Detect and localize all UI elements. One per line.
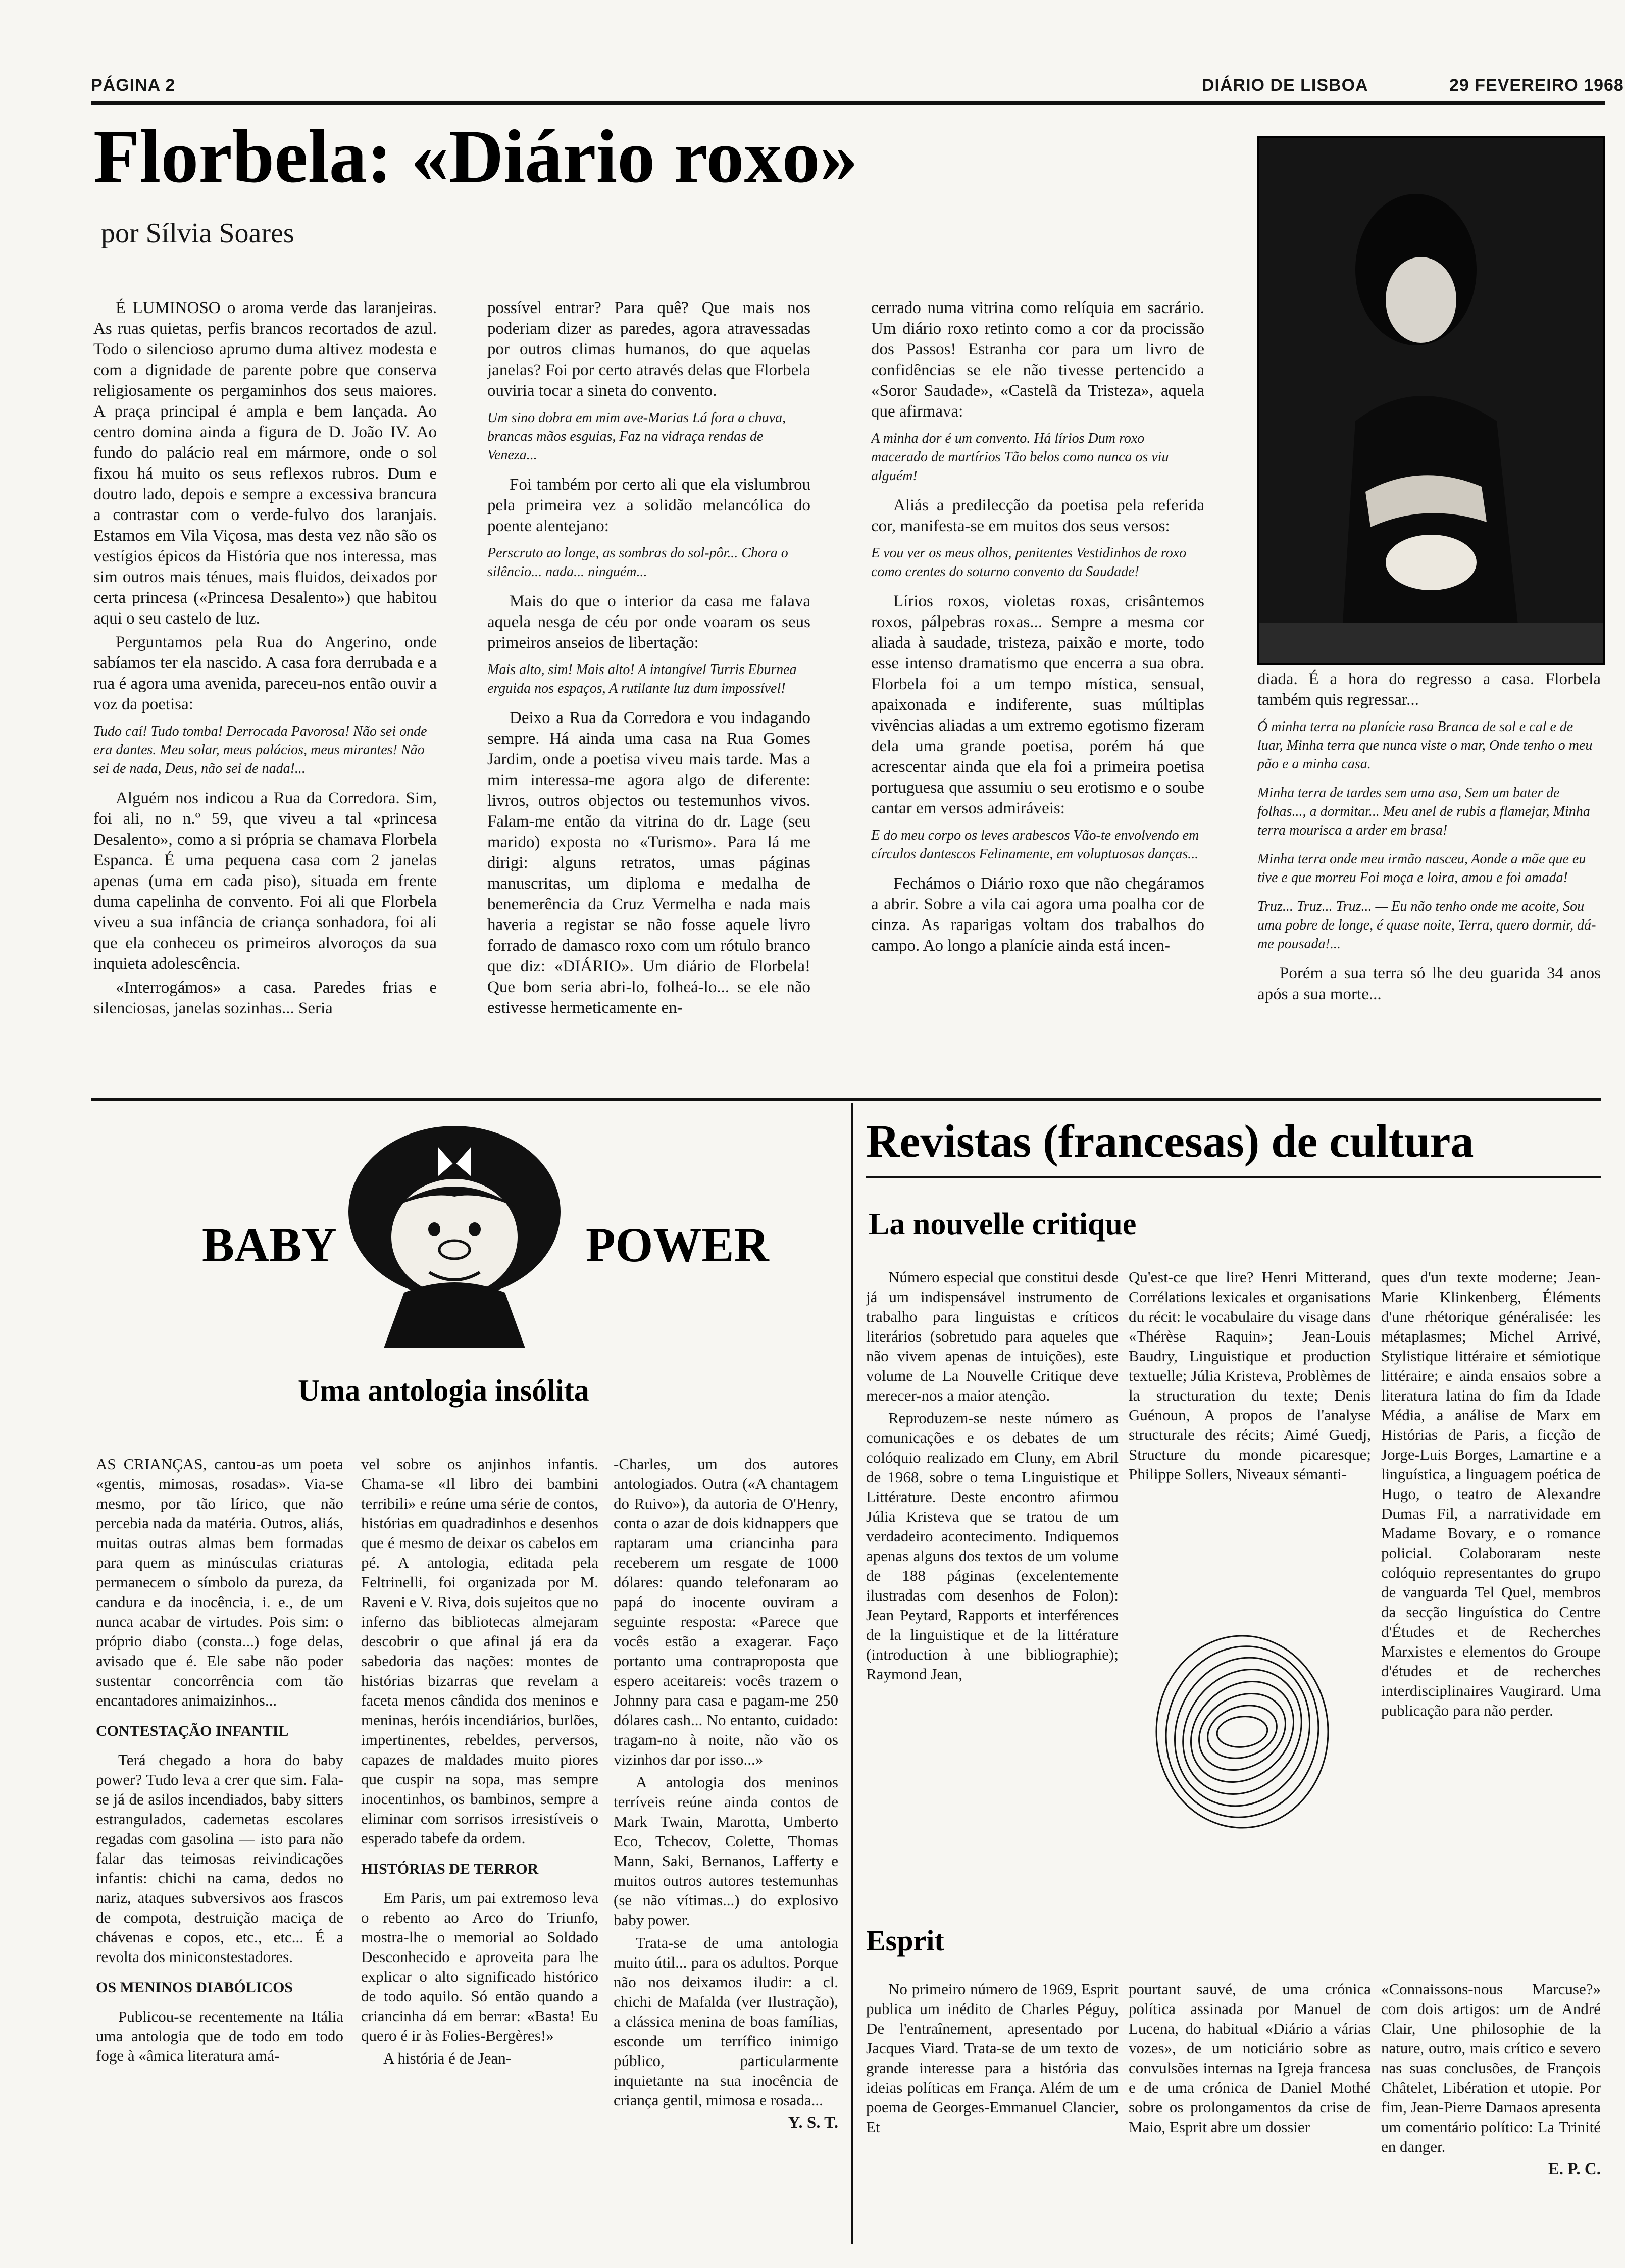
article2-column-2 (361, 1454, 598, 2242)
section-heading: OS MENINOS DIABÓLICOS (96, 1979, 293, 1996)
esprit-column-1 (866, 1979, 1119, 2242)
paragraph: possível entrar? Para quê? Que mais nos poderiam dizer as paredes, agora atravessadas por outros climas humanos, do que aquelas janelas? Foi por certo através delas que Florbela ouviria tocar a sineta do convento. (487, 299, 810, 400)
section-divider (91, 1098, 1601, 1101)
article-byline: por Sílvia Soares (101, 218, 294, 249)
poem-excerpt: Minha terra de tardes sem uma asa, Sem um bater de folhas..., a dormitar... Meu anel de rubis a flamejar, Minha terra mourisca a arder em brasa! (1257, 785, 1590, 838)
paragraph: Porém a sua terra só lhe deu guarida 34 anos após a sua morte... (1257, 964, 1601, 1003)
article2-column-3 (614, 1454, 838, 2242)
article1-column-1 (93, 298, 437, 1091)
header-rule (91, 101, 1605, 105)
article1-column-2 (487, 298, 810, 1091)
article2-title: Uma antologia insólita (298, 1374, 589, 1407)
poem-excerpt: Ó minha terra na planície rasa Branca de sol e cal e de luar, Minha terra que nunca viste o mar, Onde tenho o meu pão e a minha casa. (1257, 719, 1593, 772)
esprit-column-2 (1129, 1979, 1371, 2242)
article1-column-3 (871, 298, 1204, 1091)
paragraph: Deixo a Rua da Corredora e vou indagando sempre. Há ainda uma casa na Rua Gomes Jardim, onde a poetisa viveu mais tarde. Mas a mim interessa-me agora algo de diferente: livros, outros objectos ou testemunhos vivos. Falam-me então da vitrina do dr. Lage (seu marido) exposta no «Turismo». Para lá me dirigi: alguns retratos, umas páginas manuscritas, um diploma e medalha de benemerência da Cruz Vermelha e nada mais haveria a registar se não fosse aquele livro forrado de damasco roxo com um rótulo branco que diz: «DIÁRIO». Um diário de Florbela! Que bom seria abri-lo, folheá-lo... se ele não estivesse hermeticamente en- (487, 709, 810, 1017)
poem-excerpt: E vou ver os meus olhos, penitentes Vestidinhos de roxo como crentes do soturno convento da Saudade! (871, 545, 1187, 580)
article3-column-2 (1129, 1267, 1371, 1621)
page-label: PÁGINA 2 (91, 76, 176, 95)
issue-date: 29 FEVEREIRO 1968 (1449, 76, 1624, 95)
paragraph: Trata-se de uma antologia muito útil... para os adultos. Porque não nos deixamos iludir: a cl. chichi de Mafalda (ver Ilustração), a clássica menina de boas famílias, esconde um terrífico inimigo público, particularmente inquietante na sua inocência de criança gentil, mimosa e rosada... (614, 1934, 838, 2109)
paragraph: Aliás a predilecção da poetisa pela referida cor, manifesta-se em muitos dos seus versos: (871, 496, 1204, 535)
article2-column-1 (96, 1454, 343, 2242)
paragraph: AS CRIANÇAS, cantou-as um poeta «gentis, mimosas, rosadas». Via-se mesmo, por tão lírico, que não percebia nada da matéria. Outros, aliás, muitas outras almas bem formadas para quem as minúsculas criaturas permanecem o símbolo da pureza, da candura e da inocência, i. e., de um nunca acabar de virtudes. Pois sim: o próprio diabo (consta...) foge delas, avisado que é. Ele sabe não poder sustentar concorrência com tão encantadores animaizinhos... (96, 1455, 343, 1709)
mafalda-illustration (328, 1121, 581, 1348)
paragraph: No primeiro número de 1969, Esprit publica um inédito de Charles Péguy, De l'entraînement, apresentado por Jacques Viard. Trata-se de um texto de grande interesse para a história das ideias políticas em França. Além de um poema de Georges-Emmanuel Clancier, Et (866, 1980, 1119, 2136)
mafalda-drawing (328, 1121, 581, 1348)
poem-excerpt: Tudo caí! Tudo tomba! Derrocada Pavorosa! Não sei onde era dantes. Meu solar, meus palácios, meus mirantes! Não sei de nada, Deus, não sei de nada!... (93, 724, 427, 777)
section-heading: HISTÓRIAS DE TERROR (361, 1861, 539, 1877)
article3-column-1 (866, 1267, 1119, 1898)
paragraph: Fechámos o Diário roxo que não chegáramos a abrir. Sobre a vila cai agora uma poalha cor de cinza. As raparigas voltam dos trabalhos do campo. Ao longo a planície ainda está incen- (871, 874, 1204, 955)
paragraph: A história é de Jean- (383, 2049, 512, 2067)
poem-excerpt: Truz... Truz... Truz... — Eu não tenho onde me acoite, Sou uma pobre de longe, é quase noite, Terra, quero dormir, dá-me pousada!... (1257, 899, 1596, 952)
column-divider (851, 1103, 853, 2244)
paragraph: Foi também por certo ali que ela vislumbrou pela primeira vez a solidão melancólica do poente alentejano: (487, 476, 810, 535)
spiral-illustration (1141, 1626, 1343, 1838)
paragraph: diada. É a hora do regresso a casa. Florbela também quis regressar... (1257, 670, 1601, 709)
paragraph: ques d'un texte moderne; Jean-Marie Klinkenberg, Éléments d'une rhétorique généralisée: les métaplasmes; Michel Arrivé, Stylistique littéraire et sémiotique littéraire; e ainda ensaios sobre a literatura latina do fim da Idade Média, a análise de Marx em Histórias de Paris, a ficção de Jorge-Luis Borges, Lamartine e a linguística, a linguagem poética de Hugo, o teatro de Alexandre Dumas Fil, a narratividade em Madame Bovary, e o romance policial. Colaboraram neste colóquio representantes do grupo de vanguarda Tel Quel, membros da secção linguística do Centre d'Études et de Recherches Marxistes e elementos do Groupe d'études et de recherches interdisciplinaires Vaugirard. Uma publicação para não perder. (1381, 1268, 1601, 1719)
esprit-heading: Esprit (866, 1924, 944, 1957)
poem-excerpt: E do meu corpo os leves arabescos Vão-te envolvendo em círculos dantescos Felinamente, em voluptuosas danças... (871, 828, 1199, 862)
paragraph: Qu'est-ce que lire? Henri Mitterand, Corrélations lexicales et organisations du récit: le vocabulaire du visage dans «Thérèse Raquin»; Jean-Louis Baudry, Linguistique et production textuelle; Júlia Kristeva, Problèmes de la structuration du texte; Denis Guénoun, A propos de l'analyse structurale des récits; Aimé Guedj, Structure du monde picaresque; Philippe Sollers, Niveaux sémanti- (1129, 1268, 1371, 1483)
paragraph: Mais do que o interior da casa me falava aquela nesga de céu por onde voaram os seus primeiros anseios de libertação: (487, 592, 810, 652)
article3-title: Revistas (francesas) de cultura (866, 1115, 1474, 1167)
paragraph: cerrado numa vitrina como relíquia em sacrário. Um diário roxo retinto como a cor da procissão dos Passos! Estranha cor para um livro de confidências se ele não tivesse pertencido a «Soror Saudade», «Castelã da Tristeza», aquela que afirmava: (871, 299, 1204, 421)
paragraph: Alguém nos indicou a Rua da Corredora. Sim, foi ali, no n.º 59, que viveu a tal «princesa Desalento», como a si própria se chamava Florbela Espanca. É uma pequena casa com 2 janelas apenas (uma em cada piso), situada em frente duma capelinha de convento. Foi ali que Florbela viveu a sua infância de criança sonhadora, foi ali que ela conheceu os primeiros alvoroços da sua inquieta adolescência. (93, 789, 437, 973)
author-initials: E. P. C. (1548, 2160, 1601, 2178)
paragraph: pourtant sauvé, de uma crónica política assinada por Manuel de Lucena, do habitual «Diário a várias vozes», de um noticiário sobre as convulsões internas na Igreja francesa e de uma crónica de Daniel Mothé sobre os prolongamentos da crise de Maio, Esprit abre um dossier (1129, 1980, 1371, 2136)
paragraph: É LUMINOSO o aroma verde das laranjeiras. As ruas quietas, perfis brancos recortados de azul. Todo o silencioso aprumo duma altivez modesta e com a dignidade de parente pobre que conserva religiosamente os pergaminhos dos seus maiores. A praça principal é ampla e bem lançada. Ao centro domina ainda a figura de D. João IV. Ao fundo do palácio real em mármore, onde o sol fixou há muito os seus reflexos rubros. Dum e doutro lado, depois e sempre a excessiva brancura a contrastar com o verde-fulvo dos laranjais. Estamos em Vila Viçosa, mas desta vez não são os vestígios épicos da História que nos interessa, mas sim outros mais ténues, mais fluidos, deixados por certa princesa («Princesa Desalento») que habitou aqui o seu castelo de luz. (93, 299, 437, 628)
poem-excerpt: A minha dor é um convento. Há lírios Dum roxo macerado de martírios Tão belos como nunca os viu alguém! (871, 431, 1169, 484)
logo-power: POWER (586, 1218, 769, 1272)
article3-subtitle: La nouvelle critique (869, 1207, 1137, 1242)
paragraph: vel sobre os anjinhos infantis. Chama-se «Il libro dei bambini terribili» e reúne uma série de contos, histórias em quadradinhos e desenhos que é mesmo de deixar os cabelos em pé. A antologia, editada pela Feltrinelli, foi organizada por M. Raveni e V. Riva, dois sujeitos que no inferno das bibliotecas almejaram descobrir o que afinal já era da sabedoria das nações: montes de histórias bizarras que revelam a faceta menos cândida dos meninos e meninas, heróis incendiários, burlões, impertinentes, rebeldes, perversos, capazes de maldades muito piores que cuspir na sopa, mas sempre inocentinhos, os bambinos, sempre a eliminar com sorrisos irresistíveis o esperado tabefe da ordem. (361, 1455, 598, 1847)
florbela-photo (1257, 136, 1605, 665)
spiral-drawing (1141, 1626, 1343, 1838)
article1-column-4 (1257, 669, 1601, 1091)
paragraph: Em Paris, um pai extremoso leva o rebento ao Arco do Triunfo, mostra-lhe o memorial ao Soldado Desconhecido e aproveita para lhe explicar o alto significado histórico de todo aquilo. Só então quando a criancinha dá em berrar: «Basta! Eu quero é ir às Folies-Bergères!» (361, 1889, 598, 2044)
title-underline (866, 1176, 1601, 1178)
paragraph: Lírios roxos, violetas roxas, crisântemos roxos, pálpebras roxas... Sempre a mesma cor aliada à saudade, tristeza, paixão e morte, todo esse intenso dramatismo que encerra a sua obra. Florbela foi a um tempo mística, sensual, apaixonada e indiferente, suas múltiplas vivências aliadas a um extremo egotismo fizeram dela uma grande poetisa, porém há que acrescentar ainda que ela foi a primeira poetisa portuguesa que assumiu o seu erotismo e o soube cantar em versos admiráveis: (871, 592, 1204, 817)
paragraph: -Charles, um dos autores antologiados. Outra («A chantagem do Ruivo»), da autoria de O'Henry, conta o azar de dois kidnappers que raptaram uma criancinha para receberem um resgate de 1000 dólares: quando telefonaram ao papá do inocente ouviram a seguinte resposta: «Parece que vocês estão a exagerar. Faço portanto uma contraproposta que espero aceitareis: vocês trazem o Johnny para casa e pagam-me 250 dólares cash... No entanto, cuidado: tragam-no à noite, não vão os vizinhos dar por isso...» (614, 1455, 838, 1768)
paragraph: Perguntamos pela Rua do Angerino, onde sabíamos ter ela nascido. A casa fora derrubada e a rua é agora uma avenida, pareceu-nos então ouvir a voz da poetisa: (93, 633, 437, 713)
poem-excerpt: Minha terra onde meu irmão nasceu, Aonde a mãe que eu tive e que morreu Foi moça e loira, amou e foi amada! (1257, 851, 1586, 886)
article3-column-3 (1381, 1267, 1601, 1898)
poem-excerpt: Perscruto ao longe, as sombras do sol-pôr... Chora o silêncio... nada... ninguém... (487, 545, 788, 580)
section-heading: CONTESTAÇÃO INFANTIL (96, 1723, 289, 1739)
paragraph: «Interrogámos» a casa. Paredes frias e silenciosas, janelas sozinhas... Seria (93, 978, 437, 1017)
author-initials: Y. S. T. (788, 2114, 838, 2132)
poem-excerpt: Um sino dobra em mim ave-Marias Lá fora a chuva, brancas mãos esguias, Faz na vidraça rendas de Veneza... (487, 410, 786, 463)
paragraph: «Connaissons-nous Marcuse?» com dois artigos: um de André Clair, Une philosophie de la nature, outro, mais crítico e severo nas suas conclusões, de François Châtelet, Libération et utopie. Por fim, Jean-Pierre Darnaos apresenta um comentário político: La Trinité en danger. (1381, 1980, 1601, 2155)
paragraph: A antologia dos meninos terríveis reúne ainda contos de Mark Twain, Marotta, Umberto Eco, Tchecov, Colette, Thomas Mann, Saki, Bernanos, Lafferty e muitos outros autores testemunhas (se não vítimas...) do explosivo baby power. (614, 1773, 838, 1929)
paragraph: Reproduzem-se neste número as comunicações e os debates de um colóquio realizado em Cluny, em Abril de 1968, sobre o tema Linguistique et Littérature. Deste encontro afirmou Júlia Kristeva que se tratou de um verdadeiro acontecimento. Indiquemos apenas alguns dos textos de um volume de 188 páginas (excelentemente ilustradas com desenhos de Folon): Jean Peytard, Rapports et interférences de la linguistique et de la littérature (introduction à une bibliographie); Raymond Jean, (866, 1409, 1119, 1683)
article-title: Florbela: «Diário roxo» (93, 115, 858, 198)
portrait-image (1259, 138, 1603, 663)
logo-baby: BABY (202, 1218, 337, 1272)
esprit-column-3 (1381, 1979, 1601, 2242)
paragraph: Terá chegado a hora do baby power? Tudo leva a crer que sim. Fala-se já de asilos incendiados, baby sitters estrangulados, cadernetas escolares regadas com gasolina — isto para não falar das teimosas reivindicações infantis: chichi na cama, dedos no nariz, ataques subversivos aos frascos de compota, destruição maciça de chávenas e copos, etc., etc... É a revolta dos miniconstestadores. (96, 1751, 343, 1966)
paragraph: Número especial que constitui desde já um indispensável instrumento de trabalho para linguistas e críticos literários (sobretudo para aqueles que não vivem apenas de intuições), este volume de La Nouvelle Critique deve merecer-nos a maior atenção. (866, 1268, 1119, 1404)
poem-excerpt: Mais alto, sim! Mais alto! A intangível Turris Eburnea erguida nos espaços, A rutilante luz dum impossível! (487, 662, 797, 696)
newspaper-name: DIÁRIO DE LISBOA (1202, 76, 1368, 95)
paragraph: Publicou-se recentemente na Itália uma antologia que de todo em todo foge à «âmica literatura amá- (96, 2007, 343, 2065)
